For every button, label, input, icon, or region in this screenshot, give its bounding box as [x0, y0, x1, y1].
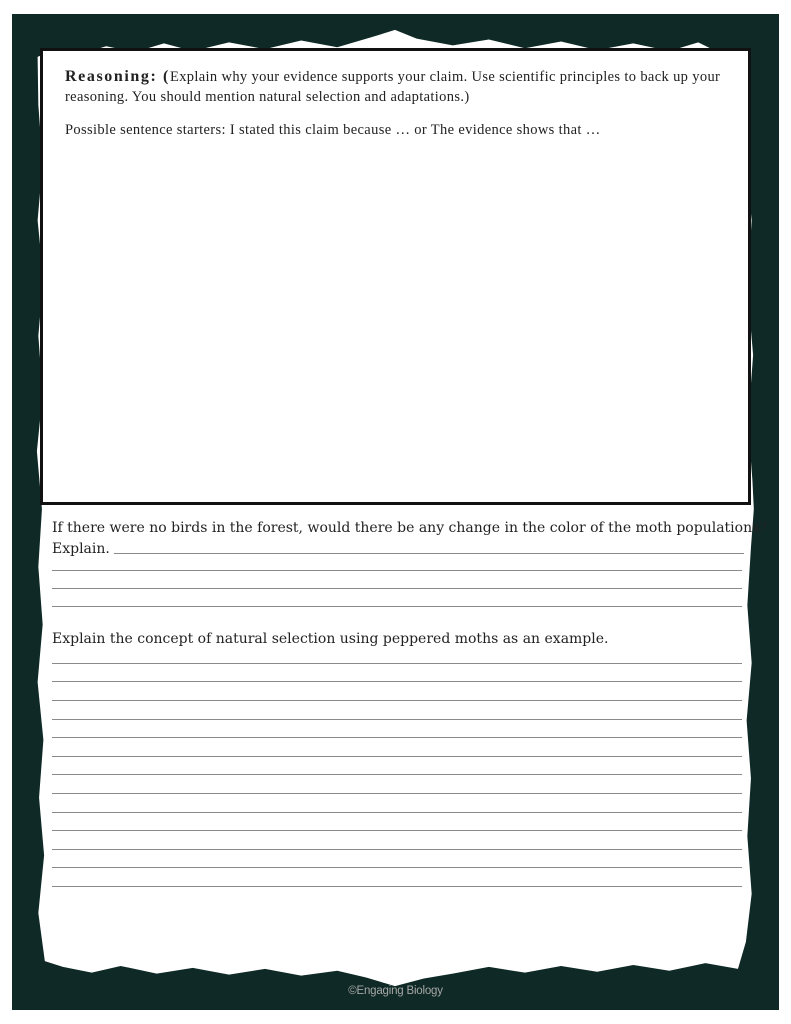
explain-label: Explain. [52, 541, 110, 557]
answer-line[interactable] [52, 737, 742, 738]
answer-line[interactable] [52, 886, 742, 887]
answer-line[interactable] [52, 849, 742, 850]
question-no-birds: If there were no birds in the forest, would there be any change in the color of the moth populations? [52, 520, 767, 536]
answer-line[interactable] [52, 570, 742, 571]
copyright-footer: ©Engaging Biology [348, 985, 443, 997]
answer-line[interactable] [52, 830, 742, 831]
reasoning-answer-box[interactable] [40, 48, 751, 505]
answer-line[interactable] [52, 663, 742, 664]
sentence-starters: Possible sentence starters: I stated this claim because … or The evidence shows that … [65, 122, 601, 138]
answer-line[interactable] [52, 793, 742, 794]
answer-line[interactable] [52, 756, 742, 757]
answer-line[interactable] [52, 812, 742, 813]
explain-answer-row[interactable] [52, 538, 744, 557]
answer-line[interactable] [52, 774, 742, 775]
answer-line[interactable] [52, 681, 742, 682]
answer-line[interactable] [52, 700, 742, 701]
answer-line[interactable] [114, 553, 744, 554]
answer-line[interactable] [52, 719, 742, 720]
reasoning-prompt [65, 67, 735, 107]
answer-line[interactable] [52, 867, 742, 868]
reasoning-label: Reasoning: ( [65, 68, 170, 85]
answer-line[interactable] [52, 588, 742, 589]
question-natural-selection: Explain the concept of natural selection using peppered moths as an example. [52, 631, 609, 647]
answer-line[interactable] [52, 606, 742, 607]
reasoning-instructions: Explain why your evidence supports your claim. Use scientific principles to back up your reasoning. You should mention natural selection and adaptations.) [65, 69, 721, 105]
